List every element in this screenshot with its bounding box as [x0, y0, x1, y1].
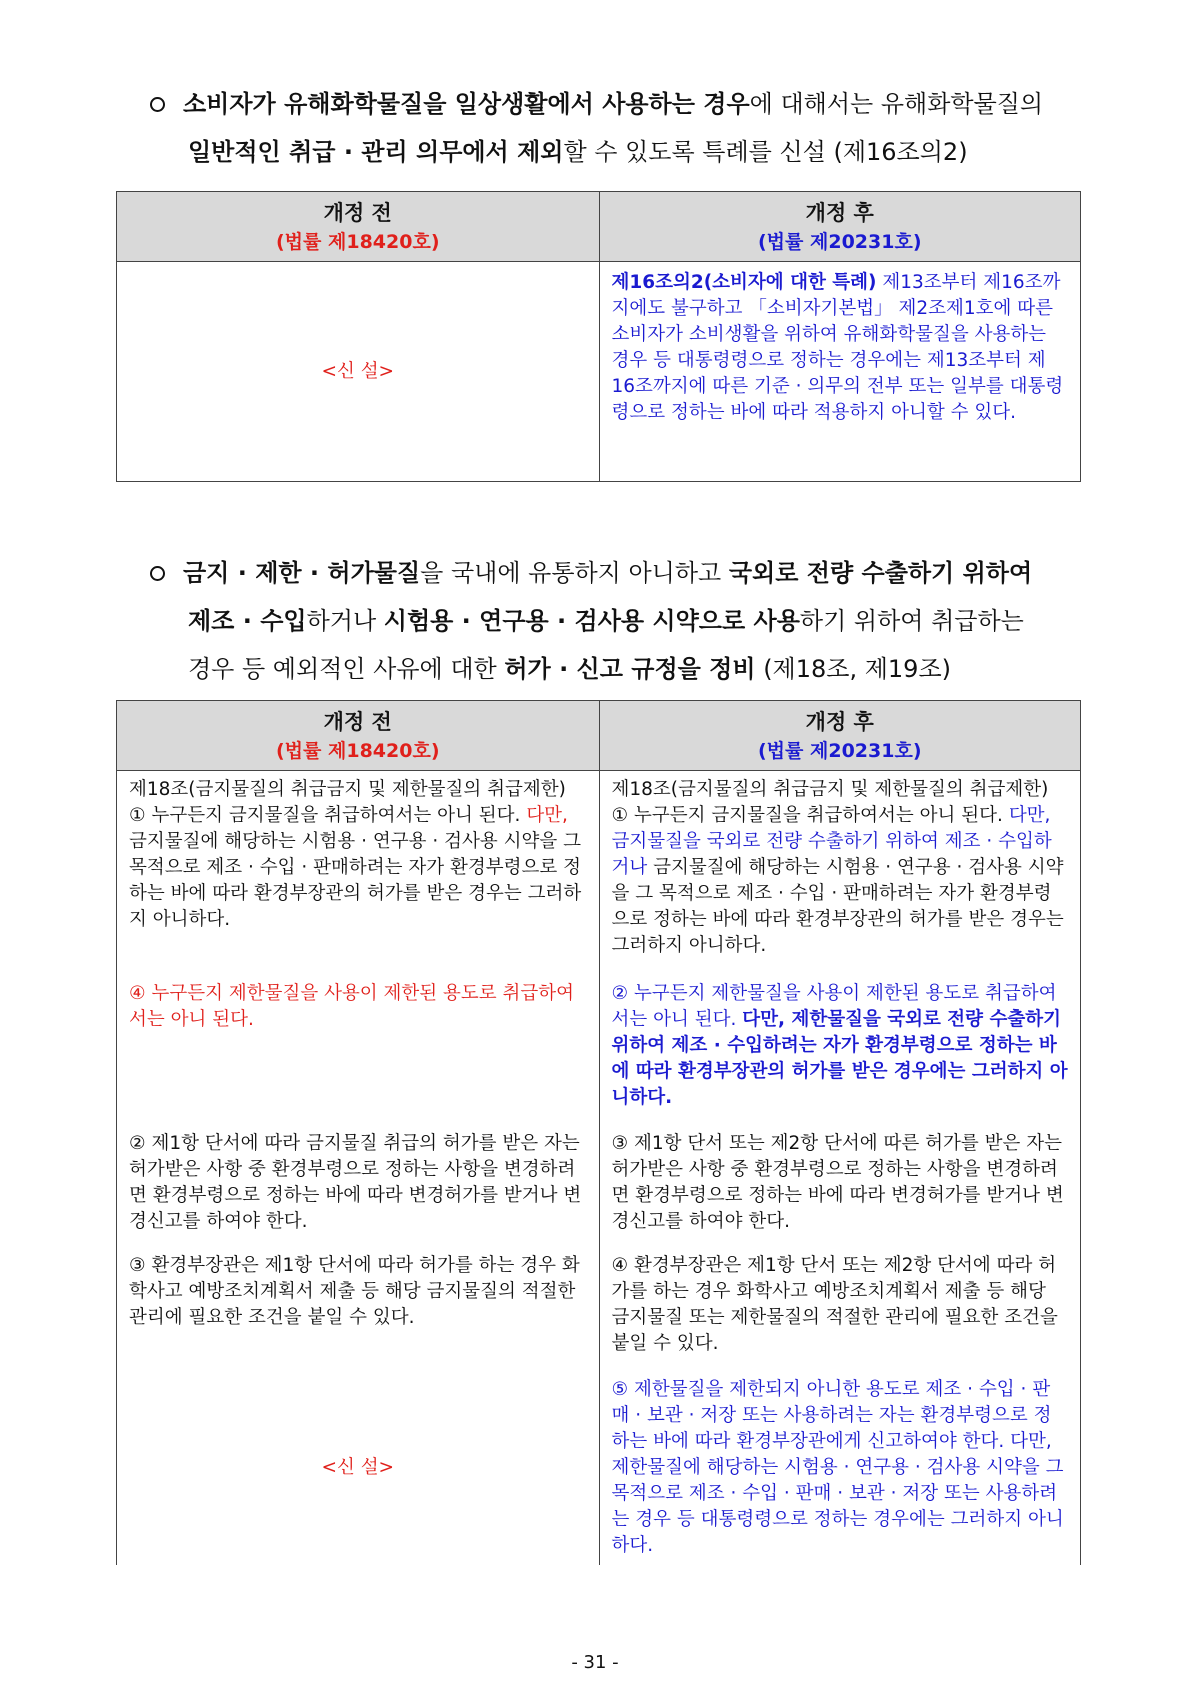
before-para-2: ② 제1항 단서에 따라 금지물질 취급의 허가를 받은 자는 허가받은 사항 중 환경부령으로 정하는 사항을 변경하려면 환경부령으로 정하는 바에 따라 변경허가를 받거나 변경신고를 하여야 한다. — [129, 1133, 582, 1232]
before-column — [117, 771, 599, 1565]
header-before: 개정 전 (법률 제18420호) — [276, 710, 440, 762]
table-row — [117, 262, 1080, 481]
section2-line2: 제조 · 수입하거나 시험용 · 연구용 · 검사용 시약으로 사용하기 위하여 취급하는 — [188, 607, 1024, 635]
new-provision-note: <신 설> — [321, 360, 395, 382]
table-header — [117, 192, 1080, 262]
header-before: 개정 전 (법률 제18420호) — [276, 201, 440, 253]
before-para-4: ④ 누구든지 제한물질을 사용이 제한된 용도로 취급하여서는 아니 된다. — [129, 983, 575, 1030]
before-para-1: 제18조(금지물질의 취급금지 및 제한물질의 취급제한) ① 누구든지 금지물질을 취급하여서는 아니 된다. 다만, 금지물질에 해당하는 시험용 · 연구용 · 검사용 시약을 그 목적으로 제조 · 수입 · 판매하려는 자가 환경부령으로 정하는 바에 따라 환경부장관의 허가를 받은 경우는 그러하지 아니하다. — [129, 779, 582, 930]
page-number: - 31 - — [571, 1652, 619, 1673]
after-para-3: ③ 제1항 단서 또는 제2항 단서에 따른 허가를 받은 자는 허가받은 사항 중 환경부령으로 정하는 사항을 변경하려면 환경부령으로 정하는 바에 따라 변경허가를 받거나 변경신고를 하여야 한다. — [611, 1133, 1064, 1232]
hollow-circle-bullet-icon — [150, 566, 165, 581]
after-para-4: ④ 환경부장관은 제1항 단서 또는 제2항 단서에 따라 허가를 하는 경우 화학사고 예방조치계획서 제출 등 해당 금지물질 또는 제한물질의 적절한 관리에 필요한 조건을 붙일 수 있다. — [611, 1255, 1058, 1354]
after-para-5: ⑤ 제한물질을 제한되지 아니한 용도로 제조 · 수입 · 판매 · 보관 · 저장 또는 사용하려는 자는 환경부령으로 정하는 바에 따라 환경부장관에게 신고하여야 한다. 다만, 제한물질에 해당하는 시험용 · 연구용 · 검사용 시약을 그 목적으로 제조 · 수입 · 판매 · 보관 · 저장 또는 사용하려는 경우 등 대통령령으로 정하는 경우에는 그러하지 아니하다. — [611, 1379, 1064, 1556]
new-provision-note: <신 설> — [321, 1457, 395, 1478]
section1-line1: 소비자가 유해화학물질을 일상생활에서 사용하는 경우에 대해서는 유해화학물질의 — [150, 80, 1085, 128]
after-para-2: ② 누구든지 제한물질을 사용이 제한된 용도로 취급하여서는 아니 된다. 다만, 제한물질을 국외로 전량 수출하기 위하여 제조 · 수입하려는 자가 환경부령으로 정하는 바에 따라 환경부장관의 허가를 받은 경우에는 그러하지 아니하다. — [611, 983, 1068, 1108]
table-body — [117, 771, 1080, 1565]
comparison-table-2 — [116, 700, 1081, 1565]
section2-summary — [150, 549, 1085, 693]
section1-line2: 일반적인 취급 · 관리 의무에서 제외할 수 있도록 특례를 신설 (제16조의2) — [188, 138, 968, 166]
after-column — [599, 771, 1081, 1565]
article-16-2-text: 제16조의2(소비자에 대한 특례) 제13조부터 제16조까지에도 불구하고 「소비자기본법」 제2조제1호에 따른 소비자가 소비생활을 위하여 유해화학물질을 사용하는 경우 등 대통령령으로 정하는 경우에는 제13조부터 제16조까지에 따른 기준 · 의무의 전부 또는 일부를 대통령령으로 정하는 바에 따라 적용하지 아니할 수 있다. — [599, 262, 1081, 481]
header-after: 개정 후 (법률 제20231호) — [599, 701, 1081, 770]
hollow-circle-bullet-icon — [150, 97, 165, 112]
section2-line1: 금지 · 제한 · 허가물질을 국내에 유통하지 아니하고 국외로 전량 수출하기 위하여 — [150, 549, 1085, 597]
section1-summary — [150, 80, 1085, 176]
comparison-table-1 — [116, 191, 1081, 482]
section2-line3: 경우 등 예외적인 사유에 대한 허가 · 신고 규정을 정비 (제18조, 제19조) — [188, 655, 951, 683]
after-para-1: 제18조(금지물질의 취급금지 및 제한물질의 취급제한) ① 누구든지 금지물질을 취급하여서는 아니 된다. 다만, 금지물질을 국외로 전량 수출하기 위하여 제조 · 수입하거나 금지물질에 해당하는 시험용 · 연구용 · 검사용 시약을 그 목적으로 제조 · 수입 · 판매하려는 자가 환경부령으로 정하는 바에 따라 환경부장관의 허가를 받은 경우는 그러하지 아니하다. — [611, 779, 1064, 956]
header-after: 개정 후 (법률 제20231호) — [599, 192, 1081, 261]
before-para-3: ③ 환경부장관은 제1항 단서에 따라 허가를 하는 경우 화학사고 예방조치계획서 제출 등 해당 금지물질의 적절한 관리에 필요한 조건을 붙일 수 있다. — [129, 1255, 580, 1328]
table-header — [117, 701, 1080, 771]
